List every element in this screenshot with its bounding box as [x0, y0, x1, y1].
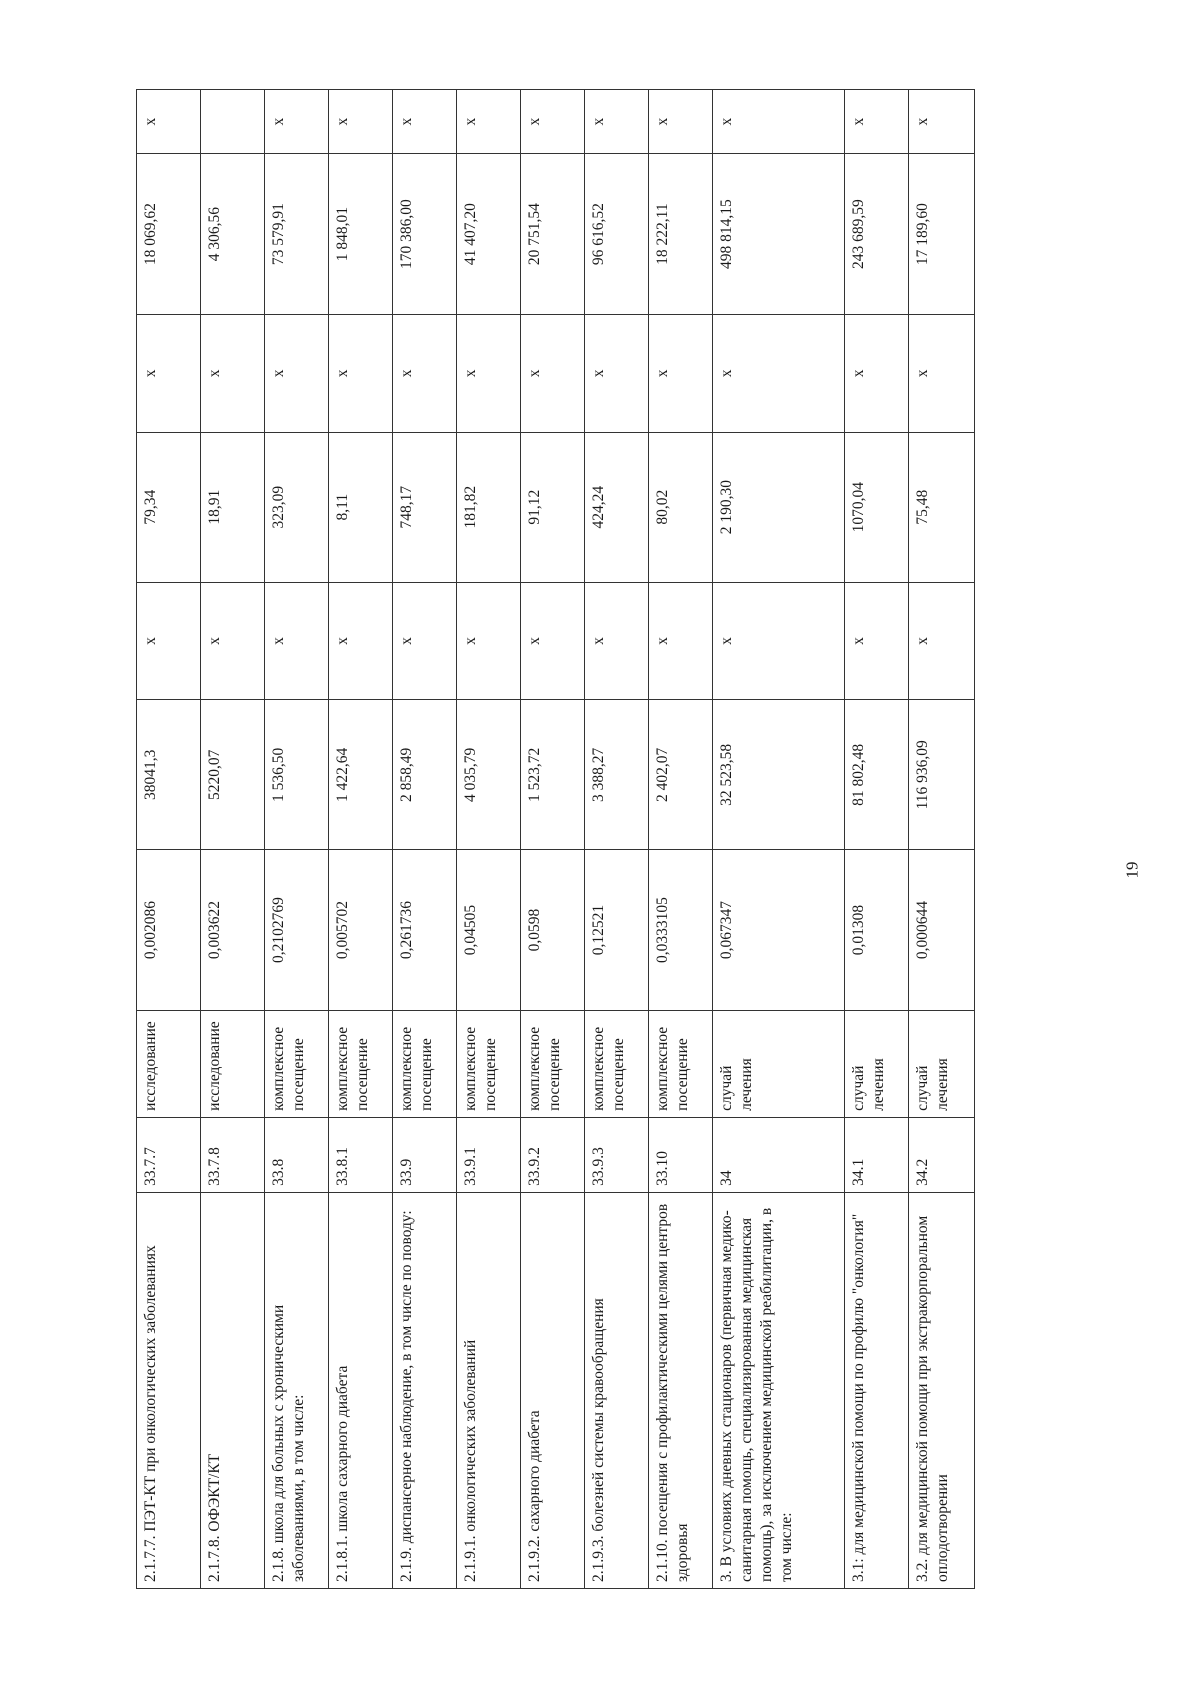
row-x-mark: х: [713, 90, 845, 154]
row-total: 170 386,00: [393, 154, 457, 315]
row-norm: 0,002086: [137, 850, 201, 1011]
row-total: 498 814,15: [713, 154, 845, 315]
row-x-mark: х: [713, 314, 845, 432]
row-x-mark: х: [649, 582, 713, 700]
row-name: 2.1.8. школа для больных с хроническими заболеваниями, в том числе:: [265, 1192, 329, 1588]
table-row: [845, 90, 909, 1589]
row-cost: 38041,3: [137, 700, 201, 850]
row-x-mark: х: [585, 90, 649, 154]
table-row: [201, 90, 265, 1589]
row-name: 2.1.10. посещения с профилактическими целями центров здоровья: [649, 1192, 713, 1588]
row-total: 1 848,01: [329, 154, 393, 315]
table-row: [909, 90, 975, 1589]
row-x-mark: х: [521, 314, 585, 432]
row-x-mark: х: [713, 582, 845, 700]
row-norm: 0,12521: [585, 850, 649, 1011]
row-total: 17 189,60: [909, 154, 975, 315]
row-code: 33.9.1: [457, 1117, 521, 1192]
row-code: 33.7.8: [201, 1117, 265, 1192]
row-x-mark: х: [909, 582, 975, 700]
row-norm: 0,005702: [329, 850, 393, 1011]
table-row: [713, 90, 845, 1589]
row-per-capita: 2 190,30: [713, 432, 845, 582]
row-name: 3. В условиях дневных стационаров (первичная медико-санитарная помощь, специализированная медицинская помощь), за исключением медицинской реабилитации, в том числе:: [713, 1192, 845, 1588]
row-unit: комплексное посещение: [265, 1010, 329, 1117]
row-x-mark: х: [265, 314, 329, 432]
row-x-mark: х: [329, 314, 393, 432]
row-x-mark: х: [137, 582, 201, 700]
table-row: [649, 90, 713, 1589]
row-x-mark: х: [137, 90, 201, 154]
row-x-mark: х: [393, 314, 457, 432]
row-unit: комплексное посещение: [585, 1010, 649, 1117]
row-unit: случай лечения: [713, 1010, 845, 1117]
row-name: 2.1.9.2. сахарного диабета: [521, 1192, 585, 1588]
row-norm: 0,261736: [393, 850, 457, 1011]
row-cost: 81 802,48: [845, 700, 909, 850]
row-norm: 0,04505: [457, 850, 521, 1011]
row-name: 2.1.8.1. школа сахарного диабета: [329, 1192, 393, 1588]
row-code: 34.2: [909, 1117, 975, 1192]
row-x-mark: х: [909, 90, 975, 154]
row-code: 33.10: [649, 1117, 713, 1192]
row-cost: 2 402,07: [649, 700, 713, 850]
row-name: 2.1.9.3. болезней системы кравообращения: [585, 1192, 649, 1588]
row-x-mark: х: [265, 582, 329, 700]
row-per-capita: 91,12: [521, 432, 585, 582]
row-cost: 1 536,50: [265, 700, 329, 850]
table-row: [585, 90, 649, 1589]
tariff-table: [136, 89, 975, 1589]
row-total: 18 069,62: [137, 154, 201, 315]
row-x-mark: х: [457, 90, 521, 154]
row-total: 243 689,59: [845, 154, 909, 315]
page-number: 19: [1122, 861, 1142, 879]
row-code: 33.8.1: [329, 1117, 393, 1192]
row-x-mark: х: [137, 314, 201, 432]
row-name: 2.1.9.1. онкологических заболеваний: [457, 1192, 521, 1588]
row-cost: 4 035,79: [457, 700, 521, 850]
row-per-capita: 75,48: [909, 432, 975, 582]
row-cost: 3 388,27: [585, 700, 649, 850]
row-x-mark: х: [393, 582, 457, 700]
row-x-mark: х: [649, 90, 713, 154]
row-per-capita: 80,02: [649, 432, 713, 582]
row-code: 34.1: [845, 1117, 909, 1192]
row-norm: 0,2102769: [265, 850, 329, 1011]
row-norm: 0,000644: [909, 850, 975, 1011]
row-total: 18 222,11: [649, 154, 713, 315]
table-row: [329, 90, 393, 1589]
row-unit: исследование: [201, 1010, 265, 1117]
table-body: [137, 90, 975, 1589]
row-unit: исследование: [137, 1010, 201, 1117]
table-row: [137, 90, 201, 1589]
row-norm: 0,0598: [521, 850, 585, 1011]
row-unit: случай лечения: [845, 1010, 909, 1117]
row-per-capita: 424,24: [585, 432, 649, 582]
row-total: 96 616,52: [585, 154, 649, 315]
table-row: [265, 90, 329, 1589]
row-code: 33.7.7: [137, 1117, 201, 1192]
row-x-mark: х: [845, 90, 909, 154]
row-x-mark: х: [329, 90, 393, 154]
row-per-capita: 323,09: [265, 432, 329, 582]
row-x-mark: х: [457, 582, 521, 700]
row-cost: 2 858,49: [393, 700, 457, 850]
row-cost: 32 523,58: [713, 700, 845, 850]
row-code: 34: [713, 1117, 845, 1192]
row-unit: комплексное посещение: [393, 1010, 457, 1117]
row-unit: комплексное посещение: [649, 1010, 713, 1117]
row-total: 20 751,54: [521, 154, 585, 315]
row-unit: комплексное посещение: [329, 1010, 393, 1117]
row-per-capita: 748,17: [393, 432, 457, 582]
row-unit: комплексное посещение: [521, 1010, 585, 1117]
row-x-mark: х: [585, 582, 649, 700]
row-x-mark: х: [201, 582, 265, 700]
row-total: 73 579,91: [265, 154, 329, 315]
row-x-mark: х: [393, 90, 457, 154]
row-x-mark: х: [909, 314, 975, 432]
row-total: 4 306,56: [201, 154, 265, 315]
row-x-mark: х: [201, 314, 265, 432]
row-name: 3.2. для медицинской помощи при экстракорпоральном оплодотворении: [909, 1192, 975, 1588]
row-per-capita: 1070,04: [845, 432, 909, 582]
rotated-table-container: [136, 89, 1064, 1589]
row-code: 33.9: [393, 1117, 457, 1192]
row-name: 2.1.7.7. ПЭТ-КТ при онкологических заболеваниях: [137, 1192, 201, 1588]
row-x-mark: х: [457, 314, 521, 432]
row-cost: 1 523,72: [521, 700, 585, 850]
row-x-mark: х: [845, 582, 909, 700]
row-unit: случай лечения: [909, 1010, 975, 1117]
row-x-mark: х: [521, 90, 585, 154]
row-norm: 0,0333105: [649, 850, 713, 1011]
row-x-mark: х: [845, 314, 909, 432]
row-x-mark: [201, 90, 265, 154]
row-code: 33.9.2: [521, 1117, 585, 1192]
row-per-capita: 181,82: [457, 432, 521, 582]
row-per-capita: 79,34: [137, 432, 201, 582]
row-norm: 0,003622: [201, 850, 265, 1011]
row-x-mark: х: [329, 582, 393, 700]
row-per-capita: 8,11: [329, 432, 393, 582]
row-cost: 116 936,09: [909, 700, 975, 850]
row-norm: 0,01308: [845, 850, 909, 1011]
row-total: 41 407,20: [457, 154, 521, 315]
row-x-mark: х: [521, 582, 585, 700]
row-cost: 5220,07: [201, 700, 265, 850]
table-row: [457, 90, 521, 1589]
row-unit: комплексное посещение: [457, 1010, 521, 1117]
row-x-mark: х: [265, 90, 329, 154]
row-norm: 0,067347: [713, 850, 845, 1011]
row-per-capita: 18,91: [201, 432, 265, 582]
row-cost: 1 422,64: [329, 700, 393, 850]
row-code: 33.8: [265, 1117, 329, 1192]
row-code: 33.9.3: [585, 1117, 649, 1192]
row-name: 3.1: для медицинской помощи по профилю "онкология": [845, 1192, 909, 1588]
table-row: [521, 90, 585, 1589]
row-name: 2.1.9. диспансерное наблюдение, в том числе по поводу:: [393, 1192, 457, 1588]
row-x-mark: х: [585, 314, 649, 432]
row-name: 2.1.7.8. ОФЭКТ/КТ: [201, 1192, 265, 1588]
table-row: [393, 90, 457, 1589]
row-x-mark: х: [649, 314, 713, 432]
